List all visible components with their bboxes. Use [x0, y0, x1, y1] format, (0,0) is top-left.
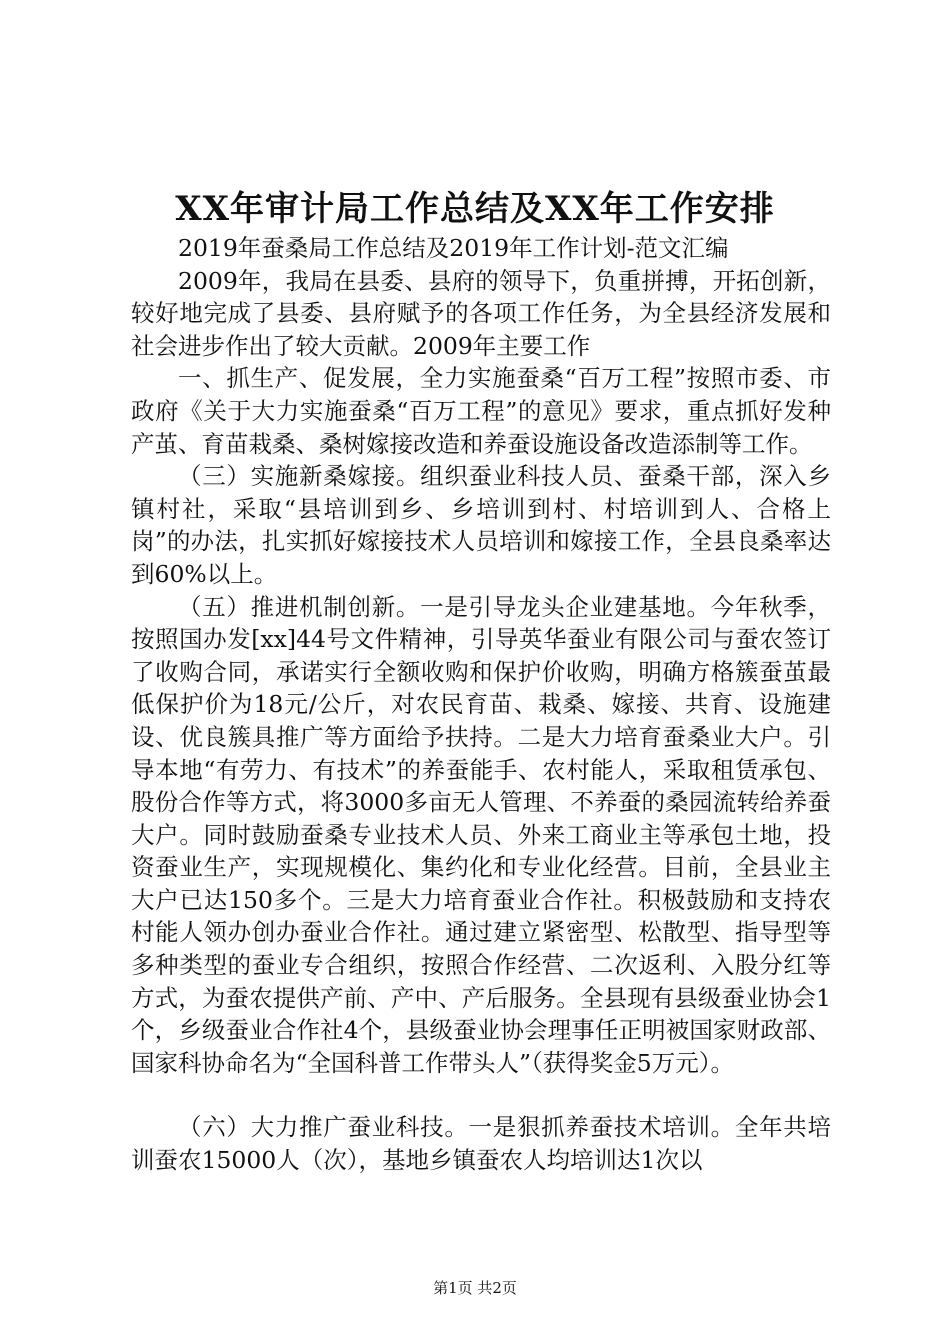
paragraph-intro: 2009年，我局在县委、县府的领导下，负重拼搏，开拓创新，较好地完成了县委、县府赋予的各项工作任务，为全县经济发展和社会进步作出了较大贡献。2009年主要工作	[131, 266, 831, 360]
document-title: XX年审计局工作总结及XX年工作安排	[175, 189, 775, 229]
paragraph-section-5: （五）推进机制创新。一是引导龙头企业建基地。今年秋季，按照国办发[xx]44号文件精神，引导英华蚕业有限公司与蚕农签订了收购合同，承诺实行全额收购和保护价收购，明确方格簇蚕茧最低保护价为18元/公斤，对农民育苗、栽桑、嫁接、共育、设施建设、优良簇具推广等方面给予扶持。二是大力培育蚕桑业大户。引导本地“有劳力、有技术”的养蚕能手、农村能人，采取租赁承包、股份合作等方式，将3000多亩无人管理、不养蚕的桑园流转给养蚕大户。同时鼓励蚕桑专业技术人员、外来工商业主等承包土地，投资蚕业生产，实现规模化、集约化和专业化经营。目前，全县业主大户已达150多个。三是大力培育蚕业合作社。积极鼓励和支持农村能人领办创办蚕业合作社。通过建立紧密型、松散型、指导型等多种类型的蚕业专合组织，按照合作经营、二次返利、入股分红等方式，为蚕农提供产前、产中、产后服务。全县现有县级蚕业协会1个，乡级蚕业合作社4个，县级蚕业协会理事任正明被国家财政部、国家科协命名为“全国科普工作带头人”（获得奖金5万元）。	[131, 592, 831, 1077]
paragraph-subtitle: 2019年蚕桑局工作总结及2019年工作计划-范文汇编	[178, 234, 729, 262]
document-body	[131, 232, 831, 1177]
paragraph-section-3: （三）实施新桑嫁接。组织蚕业科技人员、蚕桑干部，深入乡镇村社，采取“县培训到乡、乡培训到村、村培训到人、合格上岗”的办法，扎实抓好嫁接技术人员培训和嫁接工作，全县良桑率达到60%以上。	[131, 462, 831, 588]
page-number: 第1页 共2页	[433, 1279, 517, 1297]
paragraph-section-1: 一、抓生产、促发展，全力实施蚕桑“百万工程”按照市委、市政府《关于大力实施蚕桑“百万工程”的意见》要求，重点抓好发种产茧、育苗栽桑、桑树嫁接改造和养蚕设施设备改造添制等工作。	[131, 364, 831, 458]
paragraph-gap	[131, 1079, 831, 1111]
paragraph-section-6: （六）大力推广蚕业科技。一是狠抓养蚕技术培训。全年共培训蚕农15000人（次），基地乡镇蚕农人均培训达1次以	[131, 1113, 831, 1175]
